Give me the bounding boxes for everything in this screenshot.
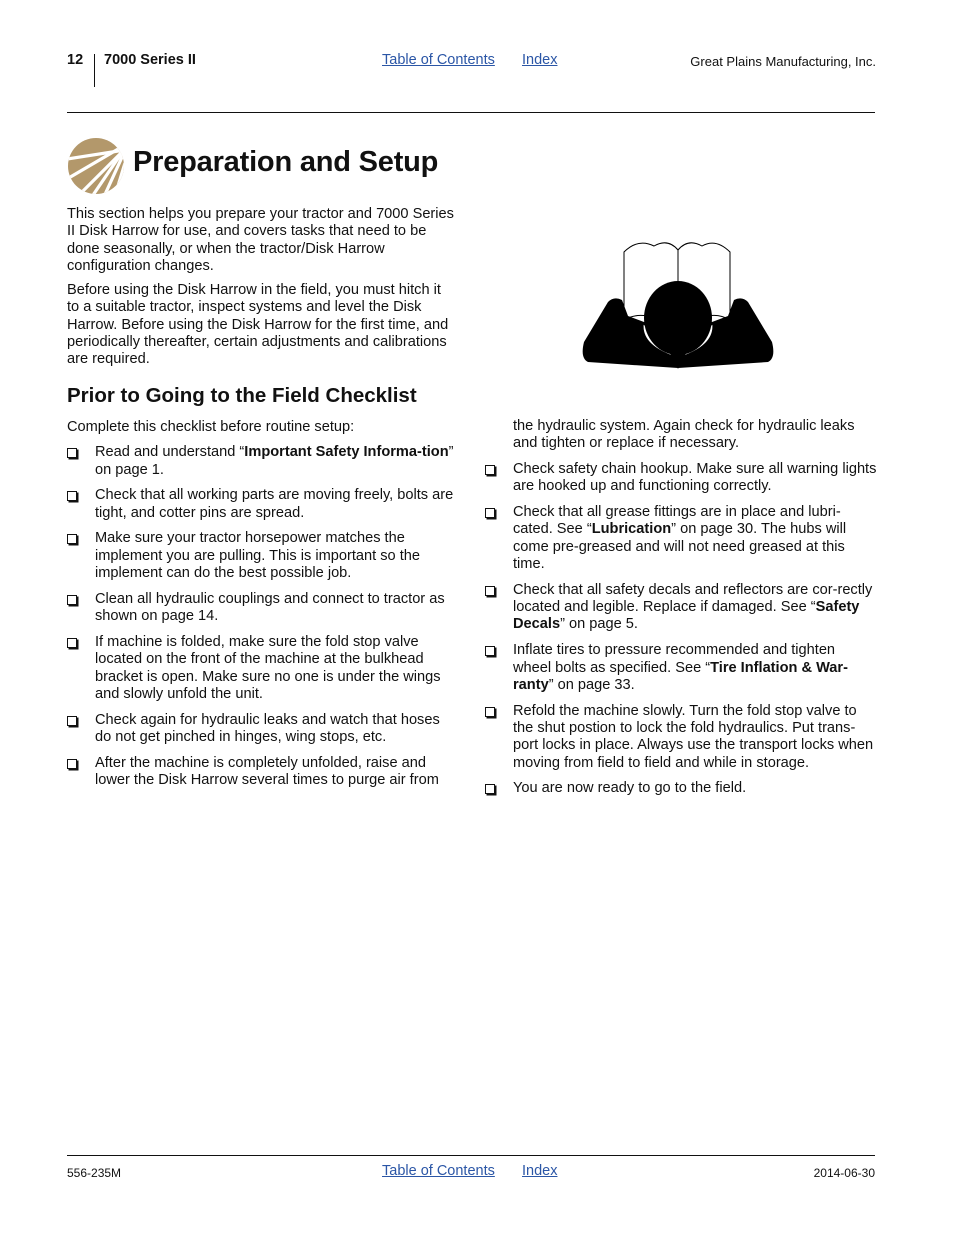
- checklist-item: [67, 487, 457, 522]
- doc-number: 556-235M: [67, 1166, 122, 1180]
- checklist-item-text: Check that all working parts are moving freely, bolts are tight, and cotter pins are spread.: [95, 487, 454, 521]
- checklist-item: [485, 582, 877, 634]
- checklist-item: [485, 703, 877, 772]
- checklist-item-reference: Important Safety Informa-tion: [244, 444, 449, 461]
- checklist-item-text: ” on page 1.: [95, 444, 454, 478]
- toc-link-footer[interactable]: Table of Contents: [382, 1163, 495, 1179]
- intro-text: [67, 206, 457, 369]
- checklist: [67, 444, 457, 789]
- checklist-column-1: [67, 419, 457, 798]
- checkbox-icon: [67, 448, 77, 458]
- checkbox-icon: [67, 716, 77, 726]
- checklist-item-text: After the machine is completely unfolded, raise and lower the Disk Harrow several times to purge air from: [95, 754, 439, 789]
- checklist-item: [67, 444, 457, 479]
- header-rule: [67, 112, 875, 113]
- checklist-item-text: Check that all safety decals and reflectors are cor-rectly located and legible. Replace if damaged. See “: [513, 581, 873, 616]
- checkbox-icon: [67, 534, 77, 544]
- checklist-item-text: Inflate tires to pressure recommended and tighten wheel bolts as specified. See “: [513, 642, 836, 676]
- index-link-footer[interactable]: Index: [522, 1163, 558, 1179]
- section-title: Preparation and Setup: [133, 146, 439, 178]
- checklist-item: [67, 591, 457, 626]
- checklist-item: [67, 634, 457, 703]
- checklist-item-text: Check safety chain hookup. Make sure all warning lights are hooked up and functioning correctly.: [513, 461, 877, 495]
- checklist-item-reference: Tire Inflation & War-ranty: [513, 659, 848, 693]
- checkbox-icon: [485, 586, 495, 596]
- checklist-lead: Complete this checklist before routine setup:: [67, 419, 355, 435]
- checklist-item-text: You are now ready to go to the field.: [513, 780, 747, 797]
- checklist-item-text: ” on page 5.: [560, 616, 638, 633]
- checklist-item: [485, 461, 877, 496]
- checkbox-icon: [67, 759, 77, 769]
- checklist-item-text: If machine is folded, make sure the fold stop valve located on the front of the machine at the bulkhead bracket is open. Make sure no one is under the wings and slowly unfold the unit.: [95, 633, 441, 702]
- checklist-item-reference: Safety Decals: [513, 599, 860, 633]
- header-divider: [94, 54, 95, 87]
- checklist-item-text: ” on page 30. The hubs will come pre-greased and will not need greased at this time.: [513, 521, 847, 573]
- intro-paragraph: This section helps you prepare your tractor and 7000 Series II Disk Harrow for use, and covers tasks that need to be done seasonally, or when the tractor/Disk Harrow configuration changes.: [67, 206, 454, 274]
- checkbox-icon: [485, 707, 495, 717]
- checklist-item: [67, 530, 457, 582]
- index-link-header[interactable]: Index: [522, 52, 558, 68]
- person-reading-manual-icon: [578, 234, 778, 374]
- checklist-item-text: Read and understand “: [95, 444, 245, 461]
- checkbox-icon: [485, 784, 495, 794]
- toc-link-header[interactable]: Table of Contents: [382, 52, 495, 68]
- checkbox-icon: [67, 595, 77, 605]
- checklist-item: [485, 642, 877, 694]
- checklist-item-text: Check that all grease fittings are in place and lubri-cated. See “: [513, 504, 841, 538]
- checklist-item-reference: Lubrication: [591, 521, 672, 538]
- intro-paragraph: Before using the Disk Harrow in the field, you must hitch it to a suitable tractor, inspect systems and level the Disk Harrow. Before using the Disk Harrow for the first time, and periodically thereafter, certain adjustments and calibrations are required.: [67, 282, 449, 368]
- checklist-heading: Prior to Going to the Field Checklist: [67, 384, 417, 407]
- checklist-column-2: [485, 418, 877, 806]
- checklist: [485, 461, 877, 798]
- footer-rule: [67, 1155, 875, 1156]
- publish-date: 2014-06-30: [813, 1166, 875, 1180]
- checklist-continuation: the hydraulic system. Again check for hydraulic leaks and tighten or replace if necessary.: [513, 418, 855, 452]
- great-plains-logo-icon: [67, 137, 125, 195]
- checkbox-icon: [67, 638, 77, 648]
- checklist-item-text: Make sure your tractor horsepower matches the implement you are pulling. This is important so the implement can do the best possible job.: [95, 530, 421, 582]
- checklist-item-text: ” on page 33.: [548, 676, 635, 693]
- checkbox-icon: [485, 646, 495, 656]
- checklist-item: [485, 780, 877, 797]
- checklist-item: [485, 504, 877, 573]
- company-name: Great Plains Manufacturing, Inc.: [690, 54, 876, 69]
- page-number: 12: [67, 52, 84, 68]
- checklist-item-text: Refold the machine slowly. Turn the fold stop valve to the shut postion to lock the fold hydraulics. Put trans-port locks in place. Always use the transport locks when moving from field to field and while in storage.: [513, 702, 874, 771]
- checkbox-icon: [485, 508, 495, 518]
- checkbox-icon: [67, 491, 77, 501]
- checklist-item: [67, 712, 457, 747]
- checkbox-icon: [485, 465, 495, 475]
- checklist-item-text: Clean all hydraulic couplings and connect to tractor as shown on page 14.: [95, 590, 445, 625]
- checklist-item-text: Check again for hydraulic leaks and watch that hoses do not get pinched in hinges, wing stops, etc.: [95, 711, 440, 745]
- series-name: 7000 Series II: [104, 52, 196, 68]
- checklist-item: [67, 755, 457, 790]
